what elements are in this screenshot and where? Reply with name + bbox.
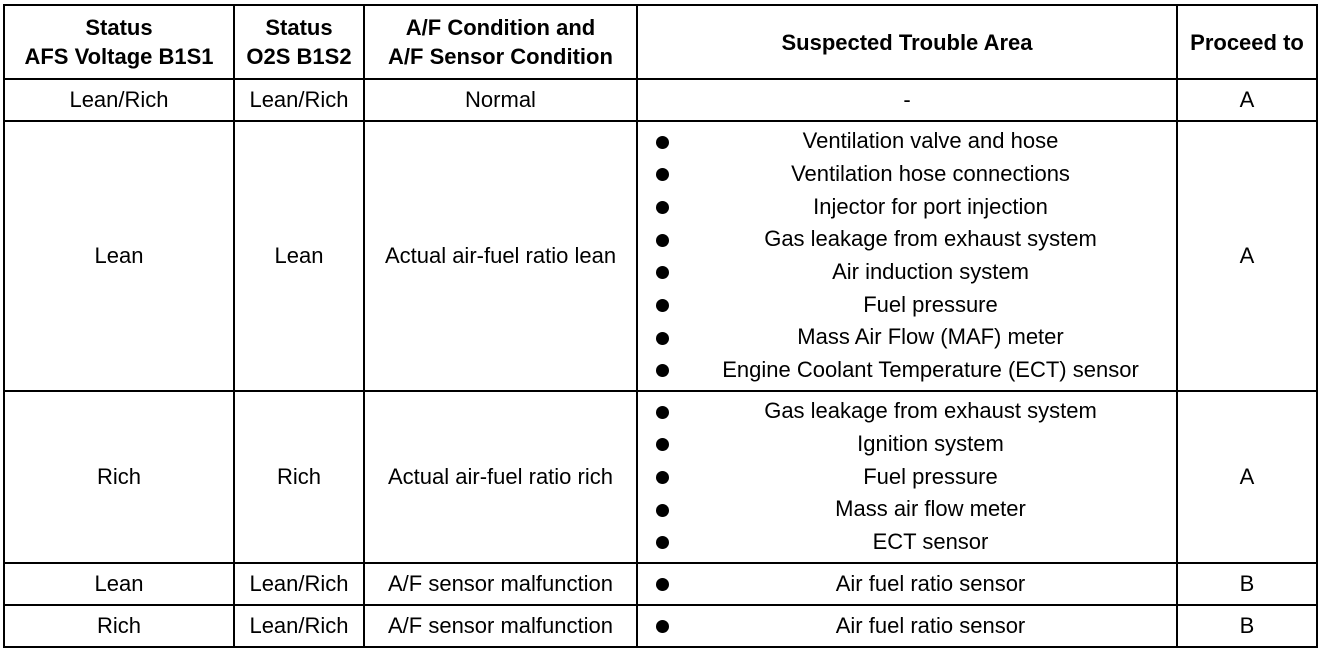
afs-voltage-cell: Lean xyxy=(4,121,234,391)
o2s-cell: Lean/Rich xyxy=(234,563,364,605)
trouble-area-list xyxy=(640,610,1174,643)
condition-cell: Normal xyxy=(364,79,637,121)
header-proceed-to: Proceed to xyxy=(1177,5,1317,79)
header-af-condition: A/F Condition and A/F Sensor Condition xyxy=(364,5,637,79)
list-item: Mass air flow meter xyxy=(640,493,1174,526)
bullet-icon xyxy=(656,438,669,451)
bullet-icon xyxy=(656,471,669,484)
bullet-icon xyxy=(656,578,669,591)
trouble-area-list xyxy=(640,125,1174,387)
bullet-icon xyxy=(656,266,669,279)
bullet-icon xyxy=(656,536,669,549)
trouble-area-cell xyxy=(637,391,1177,563)
proceed-cell: A xyxy=(1177,391,1317,563)
table-row xyxy=(4,605,1317,647)
list-item: Mass Air Flow (MAF) meter xyxy=(640,321,1174,354)
bullet-icon xyxy=(656,201,669,214)
bullet-icon xyxy=(656,332,669,345)
list-item: Injector for port injection xyxy=(640,191,1174,224)
condition-cell: Actual air-fuel ratio rich xyxy=(364,391,637,563)
table-row xyxy=(4,121,1317,391)
bullet-icon xyxy=(656,620,669,633)
bullet-icon xyxy=(656,406,669,419)
bullet-icon xyxy=(656,168,669,181)
header-afs-voltage: Status AFS Voltage B1S1 xyxy=(4,5,234,79)
list-item: Fuel pressure xyxy=(640,289,1174,322)
bullet-icon xyxy=(656,364,669,377)
list-item: Air fuel ratio sensor xyxy=(640,610,1174,643)
trouble-area-list xyxy=(640,395,1174,559)
header-suspected-trouble-area: Suspected Trouble Area xyxy=(637,5,1177,79)
list-item: Air fuel ratio sensor xyxy=(640,568,1174,601)
condition-cell: Actual air-fuel ratio lean xyxy=(364,121,637,391)
header-row xyxy=(4,5,1317,79)
proceed-cell: B xyxy=(1177,563,1317,605)
trouble-area-list xyxy=(640,568,1174,601)
afs-voltage-cell: Rich xyxy=(4,605,234,647)
o2s-cell: Lean/Rich xyxy=(234,605,364,647)
condition-cell: A/F sensor malfunction xyxy=(364,563,637,605)
condition-cell: A/F sensor malfunction xyxy=(364,605,637,647)
afs-voltage-cell: Rich xyxy=(4,391,234,563)
list-item: Ventilation hose connections xyxy=(640,158,1174,191)
list-item: ECT sensor xyxy=(640,526,1174,559)
list-item: Ventilation valve and hose xyxy=(640,125,1174,158)
list-item: Ignition system xyxy=(640,428,1174,461)
bullet-icon xyxy=(656,234,669,247)
table-row xyxy=(4,79,1317,121)
proceed-cell: A xyxy=(1177,121,1317,391)
trouble-area-cell xyxy=(637,563,1177,605)
header-o2s: Status O2S B1S2 xyxy=(234,5,364,79)
bullet-icon xyxy=(656,504,669,517)
bullet-icon xyxy=(656,299,669,312)
table-row xyxy=(4,563,1317,605)
afs-voltage-cell: Lean/Rich xyxy=(4,79,234,121)
table-row xyxy=(4,391,1317,563)
trouble-area-cell xyxy=(637,605,1177,647)
list-item: Engine Coolant Temperature (ECT) sensor xyxy=(640,354,1174,387)
proceed-cell: B xyxy=(1177,605,1317,647)
o2s-cell: Lean/Rich xyxy=(234,79,364,121)
proceed-cell: A xyxy=(1177,79,1317,121)
trouble-area-cell xyxy=(637,121,1177,391)
afs-voltage-cell: Lean xyxy=(4,563,234,605)
trouble-area-cell: - xyxy=(637,79,1177,121)
o2s-cell: Rich xyxy=(234,391,364,563)
list-item: Air induction system xyxy=(640,256,1174,289)
list-item: Gas leakage from exhaust system xyxy=(640,395,1174,428)
diagnostic-table xyxy=(3,4,1318,648)
o2s-cell: Lean xyxy=(234,121,364,391)
list-item: Fuel pressure xyxy=(640,461,1174,494)
bullet-icon xyxy=(656,136,669,149)
list-item: Gas leakage from exhaust system xyxy=(640,223,1174,256)
